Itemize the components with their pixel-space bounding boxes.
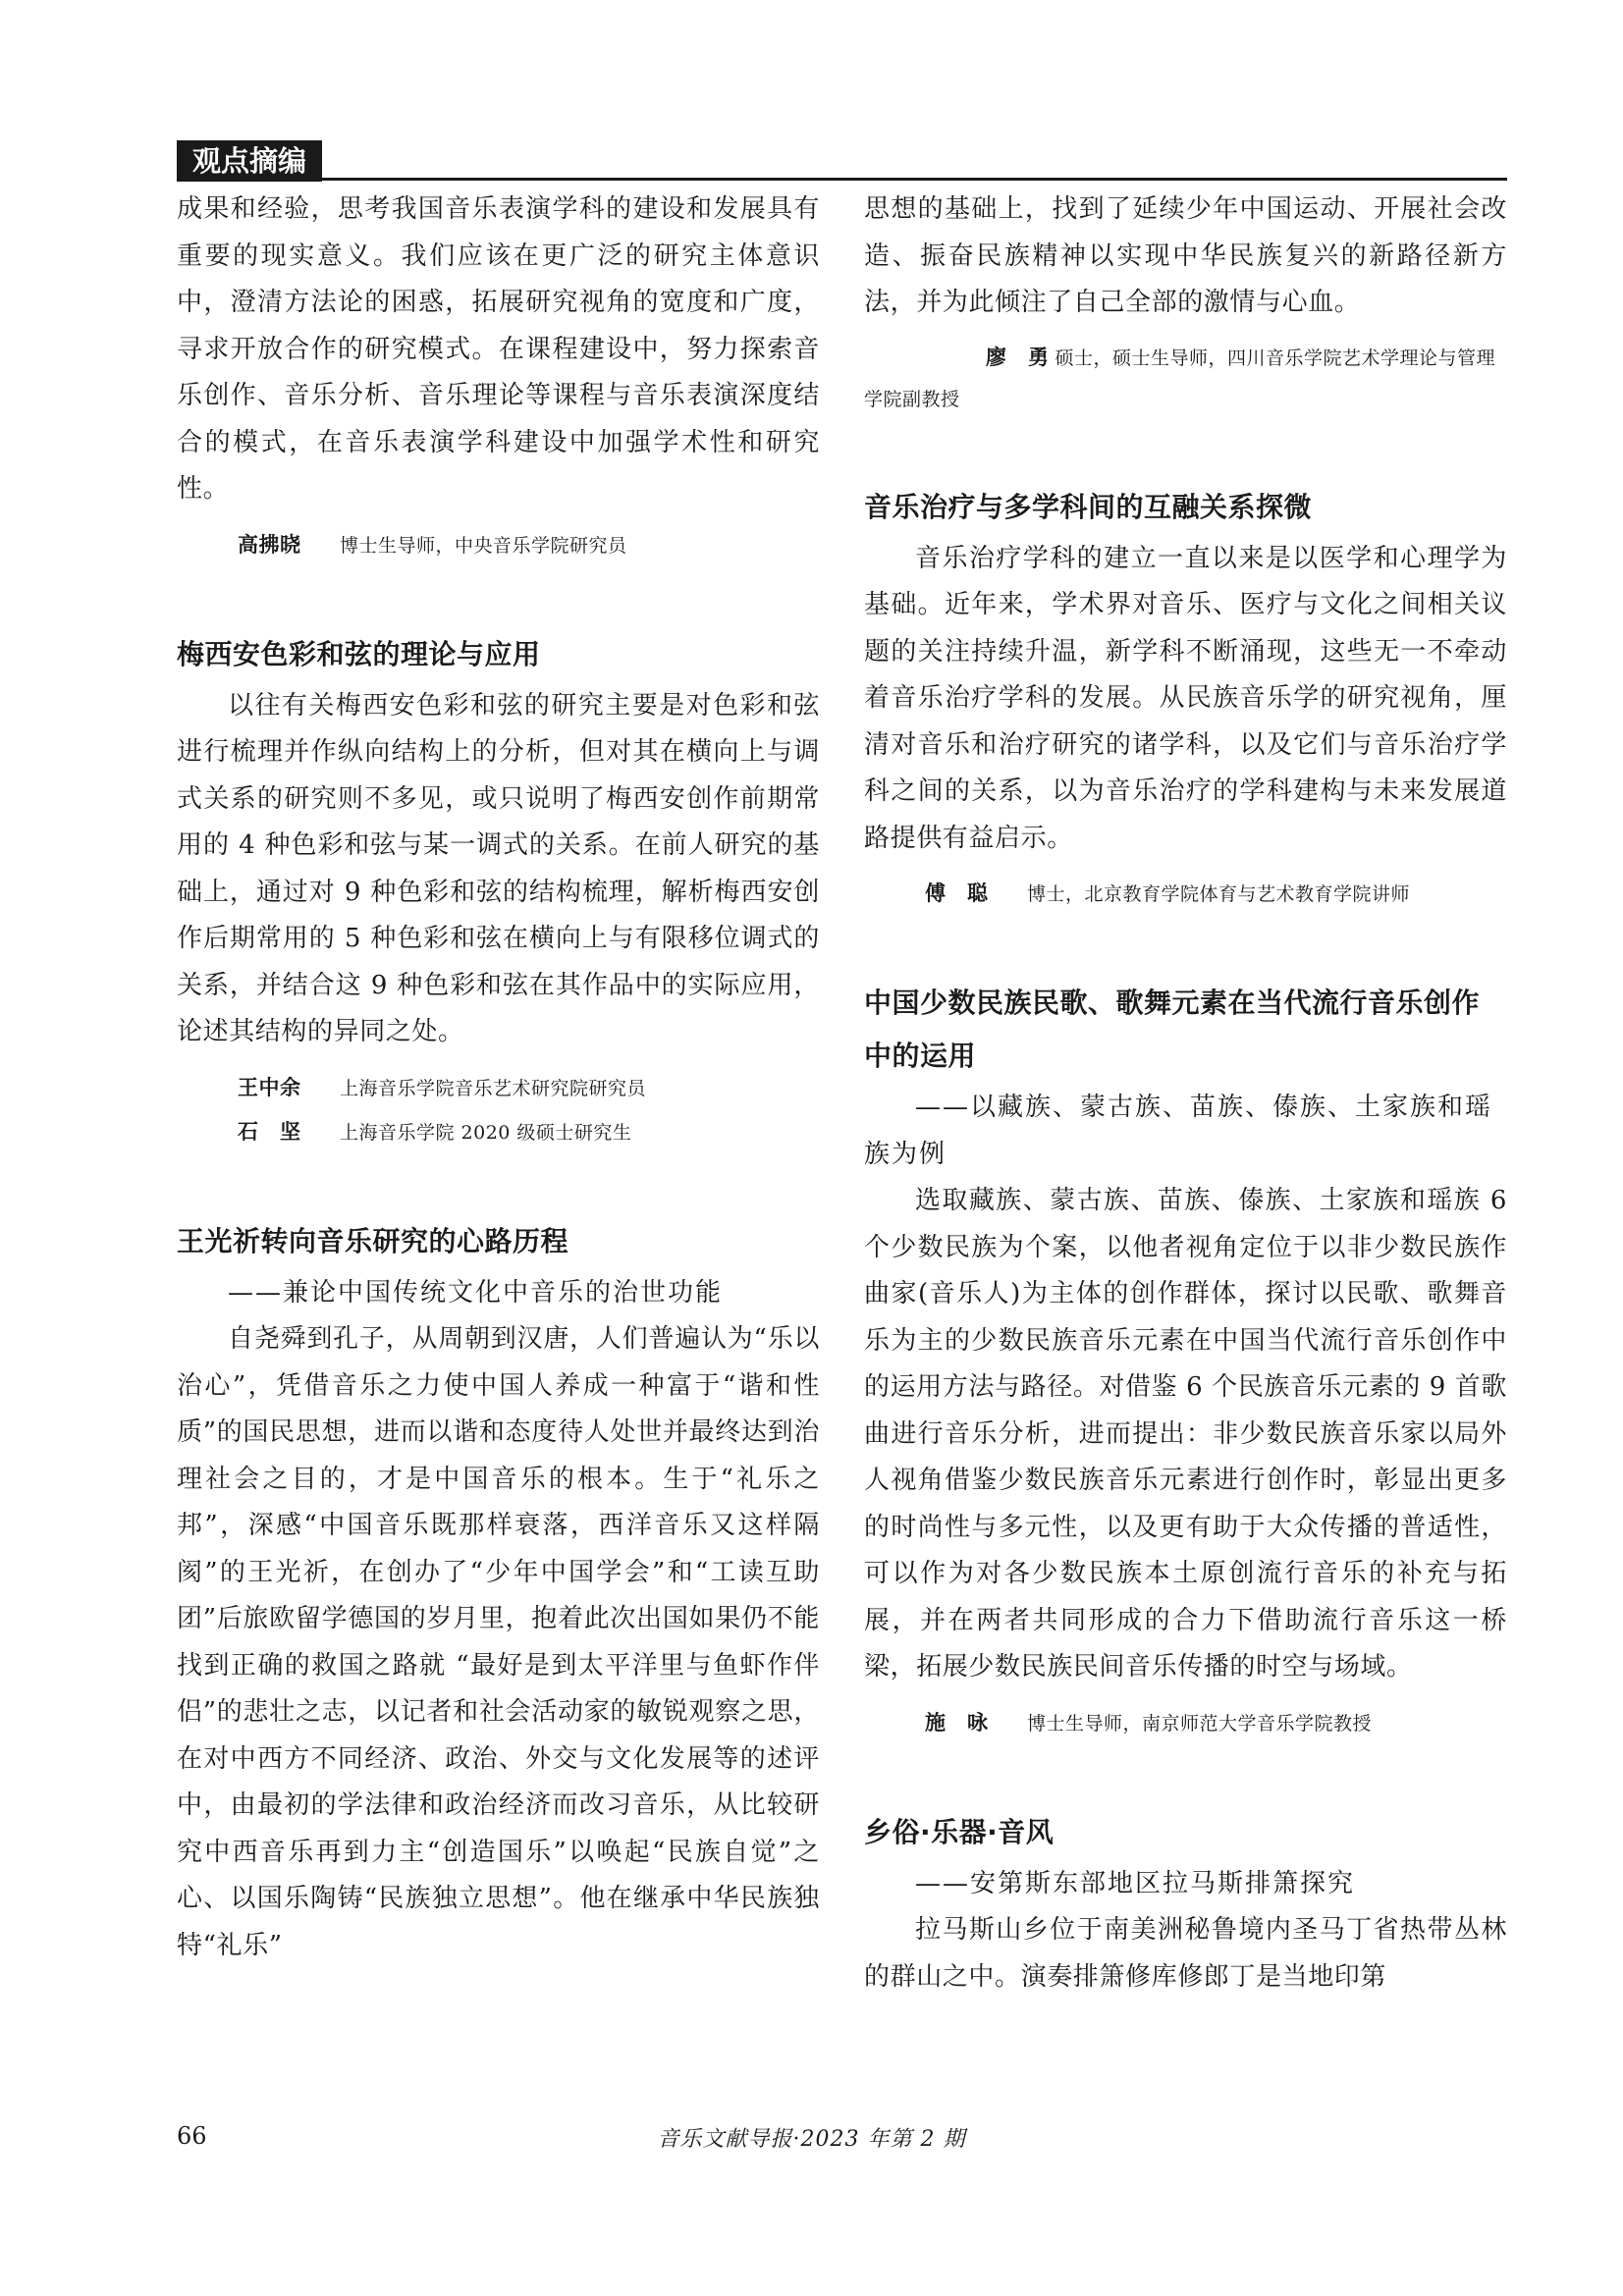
author-title: 博士，北京教育学院体育与艺术教育学院讲师: [1027, 883, 1411, 905]
author-name: 石 坚: [238, 1119, 301, 1144]
author-title: 博士生导师，南京师范大学音乐学院教授: [1027, 1712, 1373, 1735]
article-title: 梅西安色彩和弦的理论与应用: [177, 637, 541, 670]
article-subtitle: ——兼论中国传统文化中音乐的治世功能: [228, 1277, 724, 1308]
right-column: [864, 187, 1507, 2001]
author-name: 高拂晓: [238, 532, 301, 557]
article-abstract: 音乐治疗学科的建立一直以来是以医学和心理学为基础。近年来，学术界对音乐、医疗与文化之间相关议题的关注持续升温，新学科不断涌现，这些无一不牵动着音乐治疗学科的发展。从民族音乐学的研究视角，厘清对音乐和治疗研究的诸学科，以及它们与音乐治疗学科之间的关系，以为音乐治疗的学科建构与未来发展道路提供有益启示。: [864, 543, 1507, 853]
author-line: [177, 1066, 820, 1110]
continued-paragraph: 成果和经验，思考我国音乐表演学科的建设和发展具有重要的现实意义。我们应该在更广泛的研究主体意识中，澄清方法论的困惑，拓展研究视角的宽度和广度，寻求开放合作的研究模式。在课程建设中，努力探索音乐创作、音乐分析、音乐理论等课程与音乐表演深度结合的模式，在音乐表演学科建设中加强学术性和研究性。: [177, 194, 820, 504]
header-rule: [322, 178, 1507, 181]
journal-info: 音乐文献导报·2023 年第 2 期: [657, 2127, 966, 2152]
author-name: 王中余: [238, 1075, 301, 1099]
author-title: 博士生导师，中央音乐学院研究员: [340, 534, 627, 557]
author-name: 施 咏: [925, 1710, 989, 1735]
author-line: [177, 1110, 820, 1154]
author-line: [864, 872, 1507, 916]
author-line: [864, 337, 1507, 420]
article-subtitle: ——以藏族、蒙古族、苗族、傣族、土家族和瑶族为例: [864, 1093, 1493, 1169]
author-name: 傅 聪: [925, 881, 989, 905]
page-number: 66: [177, 2122, 207, 2150]
continued-paragraph: 思想的基础上，找到了延续少年中国运动、开展社会改造、振奋民族精神以实现中华民族复兴的新路径新方法，并为此倾注了自己全部的激情与心血。: [864, 194, 1507, 317]
section-label: 观点摘编: [177, 140, 322, 182]
left-column: [177, 187, 820, 1969]
author-line: [177, 523, 820, 567]
author-name: 廖 勇: [986, 345, 1050, 369]
author-title: 上海音乐学院 2020 级硕士研究生: [340, 1121, 632, 1144]
article-abstract: 选取藏族、蒙古族、苗族、傣族、土家族和瑶族 6 个少数民族为个案，以他者视角定位于以非少数民族作曲家(音乐人)为主体的创作群体，探讨以民歌、歌舞音乐为主的少数民族音乐元素在中国当代流行音乐创作中的运用方法与路径。对借鉴 6 个民族音乐元素的 9 首歌曲进行音乐分析，进而提出：非少数民族音乐家以局外人视角借鉴少数民族音乐元素进行创作时，彰显出更多的时尚性与多元性，以及更有助于大众传播的普适性，可以作为对各少数民族本土原创流行音乐的补充与拓展，并在两者共同形成的合力下借助流行音乐这一桥梁，拓展少数民族民间音乐传播的时空与场域。: [864, 1186, 1507, 1682]
article-subtitle: ——安第斯东部地区拉马斯排箫探究: [915, 1868, 1356, 1898]
article-title: 乡俗·乐器·音风: [864, 1815, 1055, 1848]
author-title: 硕士，硕士生导师，四川音乐学院艺术学理论与管理学院副教授: [864, 347, 1496, 410]
article-abstract: 以往有关梅西安色彩和弦的研究主要是对色彩和弦进行梳理并作纵向结构上的分析，但对其在横向上与调式关系的研究则不多见，或只说明了梅西安创作前期常用的 4 种色彩和弦与某一调式的关系。在前人研究的基础上，通过对 9 种色彩和弦的结构梳理，解析梅西安创作后期常用的 5 种色彩和弦在横向上与有限移位调式的关系，并结合这 9 种色彩和弦在其作品中的实际应用，论述其结构的异同之处。: [177, 690, 820, 1046]
article-title: 中国少数民族民歌、歌舞元素在当代流行音乐创作中的运用: [864, 987, 1481, 1072]
article-abstract: 自尧舜到孔子，从周朝到汉唐，人们普遍认为“乐以治心”，凭借音乐之力使中国人养成一种富于“谐和性质”的国民思想，进而以谐和态度待人处世并最终达到治理社会之目的，才是中国音乐的根本。生于“礼乐之邦”，深感“中国音乐既那样衰落，西洋音乐又这样隔阂”的王光祈，在创办了“少年中国学会”和“工读互助团”后旅欧留学德国的岁月里，抱着此次出国如果仍不能找到正确的救国之路就 “最好是到太平洋里与鱼虾作伴侣”的悲壮之志，以记者和社会活动家的敏锐观察之思，在对中西方不同经济、政治、外交与文化发展等的述评中，由最初的学法律和政治经济而改习音乐，从比较研究中西音乐再到力主“创造国乐”以唤起“民族自觉”之心、以国乐陶铸“民族独立思想”。他在继承中华民族独特“礼乐”: [177, 1324, 820, 1960]
article-abstract: 拉马斯山乡位于南美洲秘鲁境内圣马丁省热带丛林的群山之中。演奏排箫修库修郎丁是当地印第: [864, 1915, 1507, 1992]
author-line: [864, 1701, 1507, 1745]
article-title: 音乐治疗与多学科间的互融关系探微: [864, 490, 1313, 523]
author-title: 上海音乐学院音乐艺术研究院研究员: [340, 1077, 647, 1099]
article-title: 王光祈转向音乐研究的心路历程: [177, 1224, 569, 1257]
